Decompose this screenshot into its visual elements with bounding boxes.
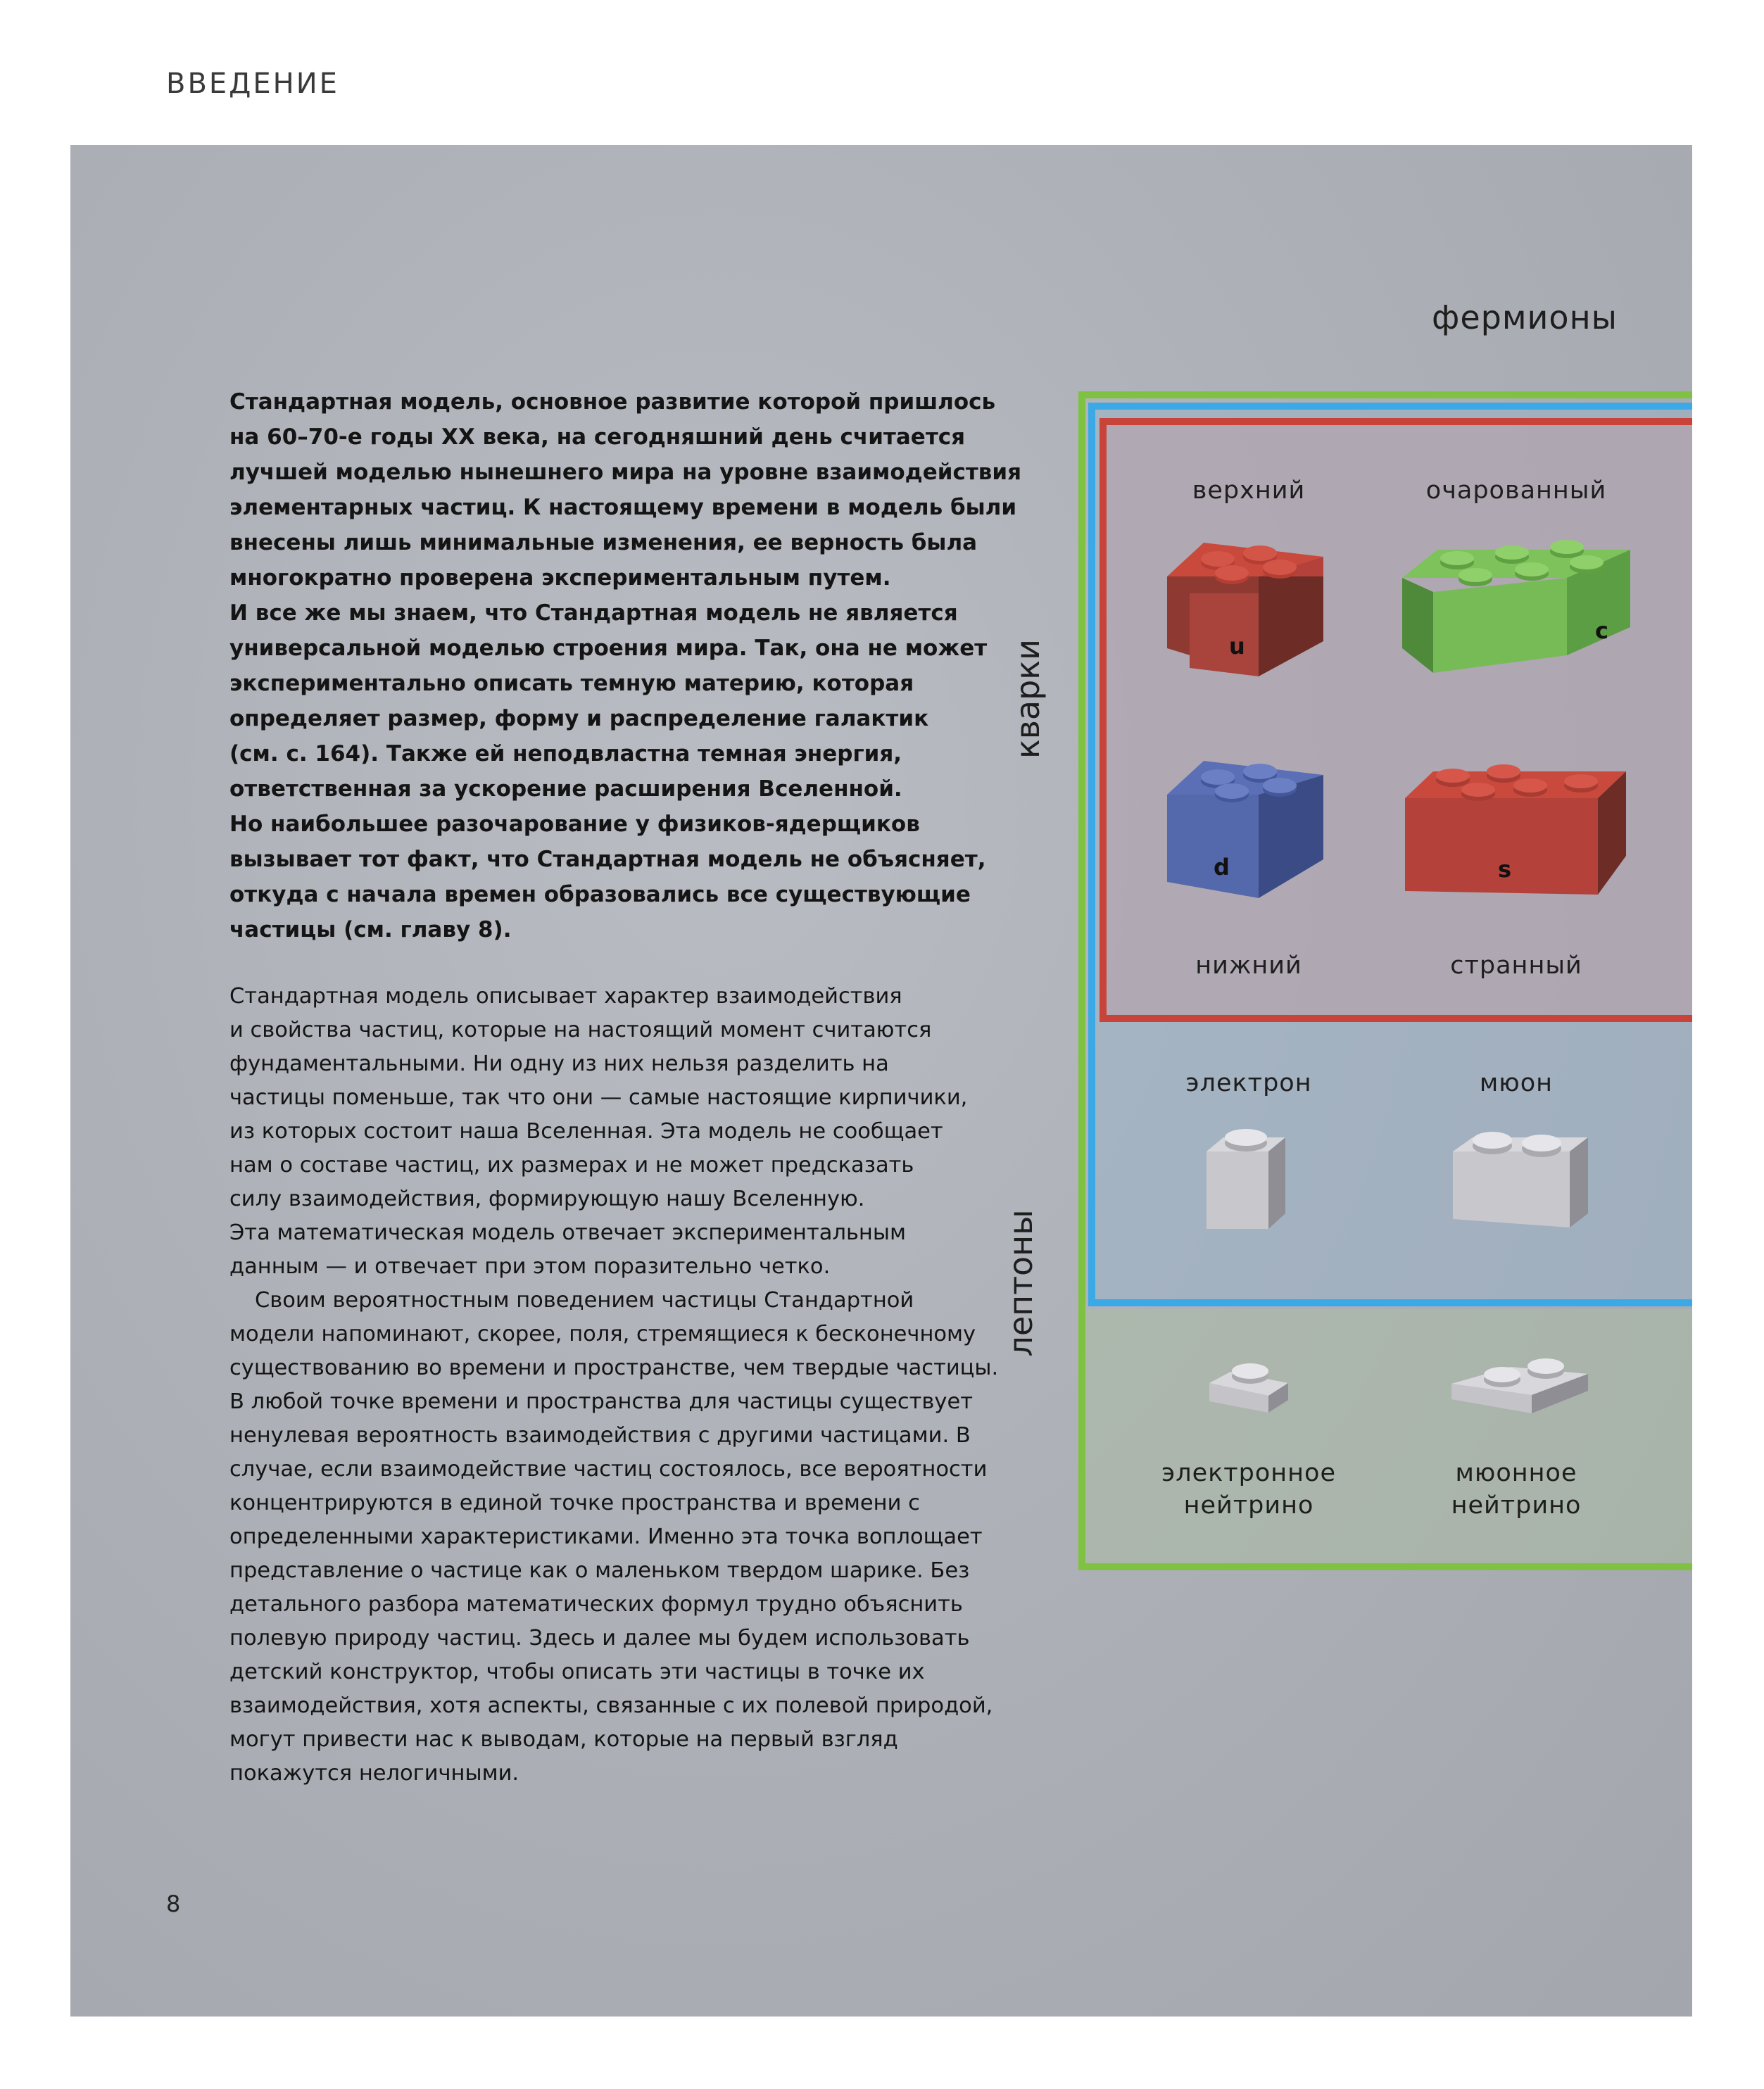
intro-line: многократно проверена экспериментальным путем. xyxy=(229,565,891,591)
body-line: данным — и отвечает при этом поразительно четко. xyxy=(229,1254,831,1279)
lepton-electron-brick xyxy=(1202,1123,1294,1243)
quark-down-brick xyxy=(1161,754,1344,916)
body-line: детального разбора математических формул трудно объяснить xyxy=(229,1592,963,1617)
quark-up-label: верхний xyxy=(1192,477,1306,505)
lepton-muon-neutrino-label xyxy=(1390,1457,1643,1522)
body-line: определенными характеристиками. Именно эта точка воплощает xyxy=(229,1525,983,1549)
quark-up-symbol: u xyxy=(1229,633,1245,659)
quark-charm-label: очарованный xyxy=(1425,477,1607,505)
body-line: частицы поменьше, так что они — самые настоящие кирпичики, xyxy=(229,1085,968,1110)
lepton-muon-label: мюон xyxy=(1479,1069,1554,1097)
intro-line: И все же мы знаем, что Стандартная модель не является xyxy=(229,600,958,626)
intro-line: определяет размер, форму и распределение галактик xyxy=(229,706,929,731)
body-line: покажутся нелогичными. xyxy=(229,1761,519,1786)
intro-line: (см. с. 164). Также ей неподвластна темная энергия, xyxy=(229,741,902,766)
quark-strange-brick xyxy=(1401,750,1647,926)
body-line: Эта математическая модель отвечает экспериментальным xyxy=(229,1220,906,1245)
intro-line: экспериментально описать темную материю, которая xyxy=(229,671,914,696)
intro-line: вызывает тот факт, что Стандартная модель не объясняет, xyxy=(229,847,986,872)
body-line: случае, если взаимодействие частиц состоялось, все вероятности xyxy=(229,1457,988,1482)
lepton-muon-neutrino-line1: мюонное xyxy=(1455,1459,1577,1487)
intro-line: откуда с начала времен образовались все существующие xyxy=(229,882,971,907)
quark-down-label: нижний xyxy=(1195,952,1302,980)
body-line: силу взаимодействия, формирующую нашу Вселенную. xyxy=(229,1187,865,1211)
intro-line: элементарных частиц. К настоящему времени в модель были xyxy=(229,495,1017,520)
intro-line: универсальной моделью строения мира. Так, она не может xyxy=(229,636,988,661)
body-line: могут привести нас к выводам, которые на первый взгляд xyxy=(229,1727,898,1752)
body-line: модели напоминают, скорее, поля, стремящиеся к бесконечному xyxy=(229,1322,976,1346)
running-header: ВВЕДЕНИЕ xyxy=(166,68,339,100)
body-line: из которых состоит наша Вселенная. Эта модель не сообщает xyxy=(229,1119,943,1144)
quarks-label: кварки xyxy=(1009,639,1047,759)
body-line: детский конструктор, чтобы описать эти частицы в точке их xyxy=(229,1660,925,1684)
body-line: нам о составе частиц, их размерах и не может предсказать xyxy=(229,1153,914,1178)
intro-line: на 60–70-е годы XX века, на сегодняшний день считается xyxy=(229,424,966,450)
content-panel xyxy=(70,145,1692,2017)
body-text xyxy=(229,980,1018,1791)
body-line: фундаментальными. Ни одну из них нельзя разделить на xyxy=(229,1052,889,1076)
body-line: Стандартная модель описывает характер взаимодействия xyxy=(229,984,902,1009)
body-line: существованию во времени и пространстве, чем твердые частицы. xyxy=(229,1356,999,1380)
lepton-electron-neutrino-label xyxy=(1122,1457,1375,1522)
quark-charm-symbol: c xyxy=(1595,617,1608,644)
intro-paragraph xyxy=(229,384,1022,947)
body-line: и свойства частиц, которые на настоящий момент считаются xyxy=(229,1018,932,1042)
body-line: полевую природу частиц. Здесь и далее мы будем использовать xyxy=(229,1626,970,1651)
lepton-electron-neutrino-line2: нейтрино xyxy=(1183,1491,1314,1520)
lepton-muon-brick xyxy=(1449,1123,1596,1243)
lepton-electron-neutrino-brick xyxy=(1205,1352,1297,1422)
body-line: взаимодействия, хотя аспекты, связанные с их полевой природой, xyxy=(229,1693,993,1718)
body-line: ненулевая вероятность взаимодействия с другими частицами. В xyxy=(229,1423,971,1448)
lepton-muon-neutrino-line2: нейтрино xyxy=(1451,1491,1582,1520)
intro-line: лучшей моделью нынешнего мира на уровне взаимодействия xyxy=(229,460,1022,485)
page-number: 8 xyxy=(166,1891,181,1917)
quark-strange-symbol: s xyxy=(1498,856,1512,883)
body-line: В любой точке времени и пространства для частицы существует xyxy=(229,1389,973,1414)
lepton-muon-neutrino-brick xyxy=(1447,1349,1595,1426)
body-line: представление о частице как о маленьком твердом шарике. Без xyxy=(229,1558,970,1583)
intro-line: Но наибольшее разочарование у физиков-ядерщиков xyxy=(229,812,920,837)
intro-line: частицы (см. главу 8). xyxy=(229,917,512,942)
intro-line: внесены лишь минимальные изменения, ее верность была xyxy=(229,530,978,555)
body-line: Своим вероятностным поведением частицы Стандартной xyxy=(255,1288,914,1313)
quark-down-symbol: d xyxy=(1214,854,1230,881)
quark-strange-label: странный xyxy=(1450,952,1582,980)
diagram-title: фермионы xyxy=(1432,298,1618,336)
leptons-label: лептоны xyxy=(1002,1209,1040,1357)
lepton-electron-label: электрон xyxy=(1185,1069,1312,1097)
intro-line: Стандартная модель, основное развитие которой пришлось xyxy=(229,389,996,415)
intro-line: ответственная за ускорение расширения Вселенной. xyxy=(229,776,902,802)
quark-charm-brick xyxy=(1398,522,1651,690)
lepton-electron-neutrino-line1: электронное xyxy=(1161,1459,1336,1487)
body-line: концентрируются в единой точке пространства и времени с xyxy=(229,1491,920,1515)
quark-up-brick xyxy=(1161,536,1344,698)
quarks-frame xyxy=(1100,418,1692,1022)
